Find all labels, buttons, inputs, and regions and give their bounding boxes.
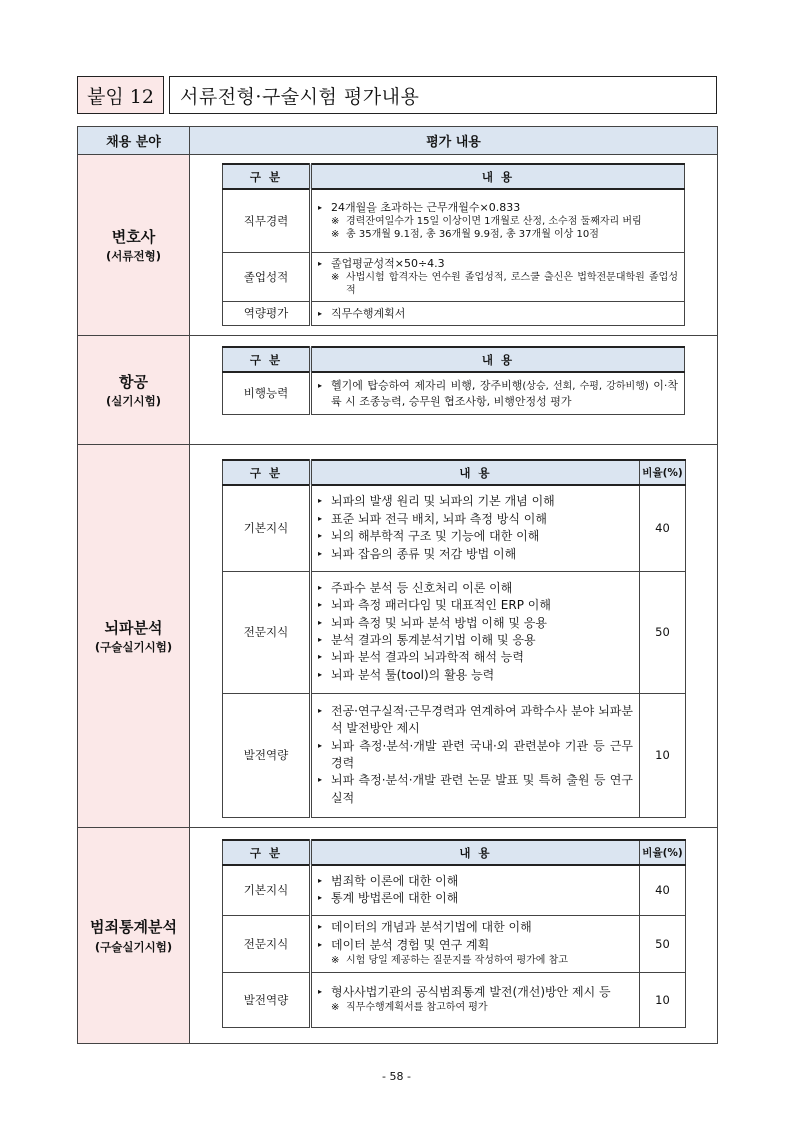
field-cell [78, 336, 190, 445]
bullet-item: ▸ 범죄학 이론에 대한 이해 [318, 873, 633, 890]
bullet-item: ▸ 뇌파 측정·분석·개발 관련 국내·외 관련분야 기관 등 근무경력 [318, 738, 633, 773]
bullet-item: ▸ 데이터의 개념과 분석기법에 대한 이해 [318, 919, 633, 936]
section-row-lawyer [78, 155, 718, 336]
field-name: 뇌파분석 [104, 618, 163, 637]
bullet-icon: ▸ [318, 669, 323, 679]
bullet-item: ▸ 분석 결과의 통계분석기법 이해 및 응용 [318, 632, 633, 649]
category-header: 구 분 [223, 460, 311, 485]
section-row-aviation [78, 336, 718, 445]
document-title: 서류전형·구술시험 평가내용 [169, 76, 717, 114]
criteria-row [223, 189, 685, 252]
category-header: 구 분 [223, 347, 311, 372]
section-row-crime-statistics [78, 828, 718, 1044]
criteria-row [223, 301, 685, 325]
category-label: 비행능력 [223, 372, 311, 414]
bullet-icon: ▸ [318, 600, 323, 610]
category-header: 구 분 [223, 164, 311, 189]
ratio-header: 비율(%) [640, 460, 686, 485]
bullet-icon: ▸ [318, 202, 323, 212]
bullet-icon: ▸ [318, 548, 323, 558]
field-cell [78, 828, 190, 1044]
criteria-row [223, 865, 686, 915]
category-label: 기본지식 [223, 485, 311, 571]
page-number: - 58 - [382, 1070, 411, 1083]
note-item: ※ 경력잔여일수가 15일 이상이면 1개월로 산정, 소수점 둘째자리 버림 [331, 215, 642, 227]
bullet-icon: ▸ [318, 380, 323, 390]
content-header: 내 용 [311, 164, 685, 189]
criteria-row [223, 571, 686, 693]
criteria-row [223, 372, 685, 414]
criteria-table [222, 163, 685, 326]
bullet-item: ▸ 뇌파 분석 결과의 뇌과학적 해석 능력 [318, 649, 633, 666]
ratio-value: 10 [640, 693, 686, 817]
criteria-table [222, 459, 686, 818]
category-label: 기본지식 [223, 865, 311, 915]
attachment-tag: 붙임 12 [77, 76, 164, 114]
ratio-value: 10 [640, 972, 686, 1027]
bullet-item: ▸ 주파수 분석 등 신호처리 이론 이해 [318, 580, 633, 597]
criteria-table [222, 346, 685, 415]
bullet-icon: ▸ [318, 652, 323, 662]
bullet-icon: ▸ [318, 740, 323, 750]
field-name: 변호사 [111, 227, 156, 246]
bullet-item: ▸ 뇌파 분석 툴(tool)의 활용 능력 [318, 667, 633, 684]
category-label: 전문지식 [223, 571, 311, 693]
field-subtitle: (구술실기시험) [94, 640, 173, 655]
field-subtitle: (서류전형) [106, 249, 161, 264]
bullet-item: ▸ 표준 뇌파 전극 배치, 뇌파 측정 방식 이해 [318, 511, 633, 528]
bullet-icon: ▸ [318, 308, 323, 318]
criteria-row [223, 693, 686, 817]
note-mark-icon: ※ [331, 271, 340, 283]
note-item: ※ 시험 당일 제공하는 질문지를 작성하여 평가에 참고 [331, 955, 568, 967]
content-column-header: 평가 내용 [190, 127, 718, 155]
ratio-header: 비율(%) [640, 840, 686, 865]
criteria-row [223, 972, 686, 1027]
bullet-icon: ▸ [318, 531, 323, 541]
note-item: ※ 총 35개월 9.1점, 총 36개월 9.9점, 총 37개월 이상 10점 [331, 229, 599, 241]
bullet-item: ▸ 형사사법기관의 공식범죄통계 발전(개선)방안 제시 등 [318, 984, 633, 1001]
content-header: 내 용 [311, 840, 640, 865]
bullet-icon: ▸ [318, 775, 323, 785]
field-cell [78, 155, 190, 336]
category-label: 직무경력 [223, 189, 311, 252]
note-mark-icon: ※ [331, 215, 340, 227]
category-label: 발전역량 [223, 972, 311, 1027]
category-label: 발전역량 [223, 693, 311, 817]
bullet-item: ▸ 직무수행계획서 [318, 306, 406, 320]
bullet-icon: ▸ [318, 258, 323, 268]
ratio-value: 40 [640, 865, 686, 915]
field-name: 범죄통계분석 [90, 918, 177, 937]
ratio-value: 50 [640, 915, 686, 972]
note-mark-icon: ※ [331, 229, 340, 241]
field-subtitle: (구술실기시험) [94, 939, 173, 954]
bullet-item: ▸ 뇌파 측정 및 뇌파 분석 방법 이해 및 응용 [318, 615, 633, 632]
field-column-header: 채용 분야 [78, 127, 190, 155]
bullet-item: ▸ 뇌파 측정 패러다임 및 대표적인 ERP 이해 [318, 597, 633, 614]
note-mark-icon: ※ [331, 1002, 340, 1014]
section-row-eeg-analysis [78, 445, 718, 828]
category-label: 역량평가 [223, 301, 311, 325]
note-mark-icon: ※ [331, 955, 340, 967]
note-item: ※ 직무수행계획서를 참고하여 평가 [331, 1002, 488, 1014]
bullet-icon: ▸ [318, 513, 323, 523]
field-subtitle: (실기시험) [106, 394, 161, 409]
field-cell [78, 445, 190, 828]
bullet-icon: ▸ [318, 705, 323, 715]
category-label: 졸업성적 [223, 252, 311, 301]
bullet-item: ▸ 헬기에 탑승하여 제자리 비행, 장주비행(상승, 선회, 수평, 강하비행) 이·착륙 시 조종능력, 승무원 협조사항, 비행안정성 평가 [318, 378, 678, 408]
note-item: ※ 사법시험 합격자는 연수원 졸업성적, 로스쿨 출신은 법학전문대학원 졸업성적 [331, 271, 678, 297]
criteria-row [223, 485, 686, 571]
document-header [77, 76, 717, 114]
bullet-icon: ▸ [318, 496, 323, 506]
ratio-value: 50 [640, 571, 686, 693]
content-header: 내 용 [311, 347, 685, 372]
bullet-icon: ▸ [318, 617, 323, 627]
category-label: 전문지식 [223, 915, 311, 972]
ratio-value: 40 [640, 485, 686, 571]
bullet-item: ▸ 통계 방법론에 대한 이해 [318, 890, 633, 907]
field-name: 항공 [119, 372, 148, 391]
bullet-icon: ▸ [318, 875, 323, 885]
criteria-row [223, 915, 686, 972]
evaluation-table [77, 126, 718, 1044]
bullet-icon: ▸ [318, 635, 323, 644]
criteria-table [222, 839, 686, 1028]
bullet-icon: ▸ [318, 987, 323, 997]
bullet-item: ▸ 데이터 분석 경험 및 연구 계획 [318, 937, 633, 954]
criteria-row [223, 252, 685, 301]
category-header: 구 분 [223, 840, 311, 865]
bullet-icon: ▸ [318, 939, 323, 949]
bullet-icon: ▸ [318, 922, 323, 932]
bullet-item: ▸ 뇌파 잡음의 종류 및 저감 방법 이해 [318, 546, 633, 563]
bullet-item: ▸ 뇌파의 발생 원리 및 뇌파의 기본 개념 이해 [318, 493, 633, 510]
bullet-icon: ▸ [318, 582, 323, 592]
bullet-item: ▸ 24개월을 초과하는 근무개월수×0.833 [318, 200, 521, 214]
bullet-icon: ▸ [318, 893, 323, 903]
bullet-item: ▸ 뇌의 해부학적 구조 및 기능에 대한 이해 [318, 528, 633, 545]
content-header: 내 용 [311, 460, 640, 485]
bullet-item: ▸ 졸업평균성적×50÷4.3 [318, 256, 445, 270]
bullet-item: ▸ 뇌파 측정·분석·개발 관련 논문 발표 및 특허 출원 등 연구실적 [318, 772, 633, 807]
bullet-item: ▸ 전공·연구실적·근무경력과 연계하여 과학수사 분야 뇌파분석 발전방안 제시 [318, 703, 633, 738]
